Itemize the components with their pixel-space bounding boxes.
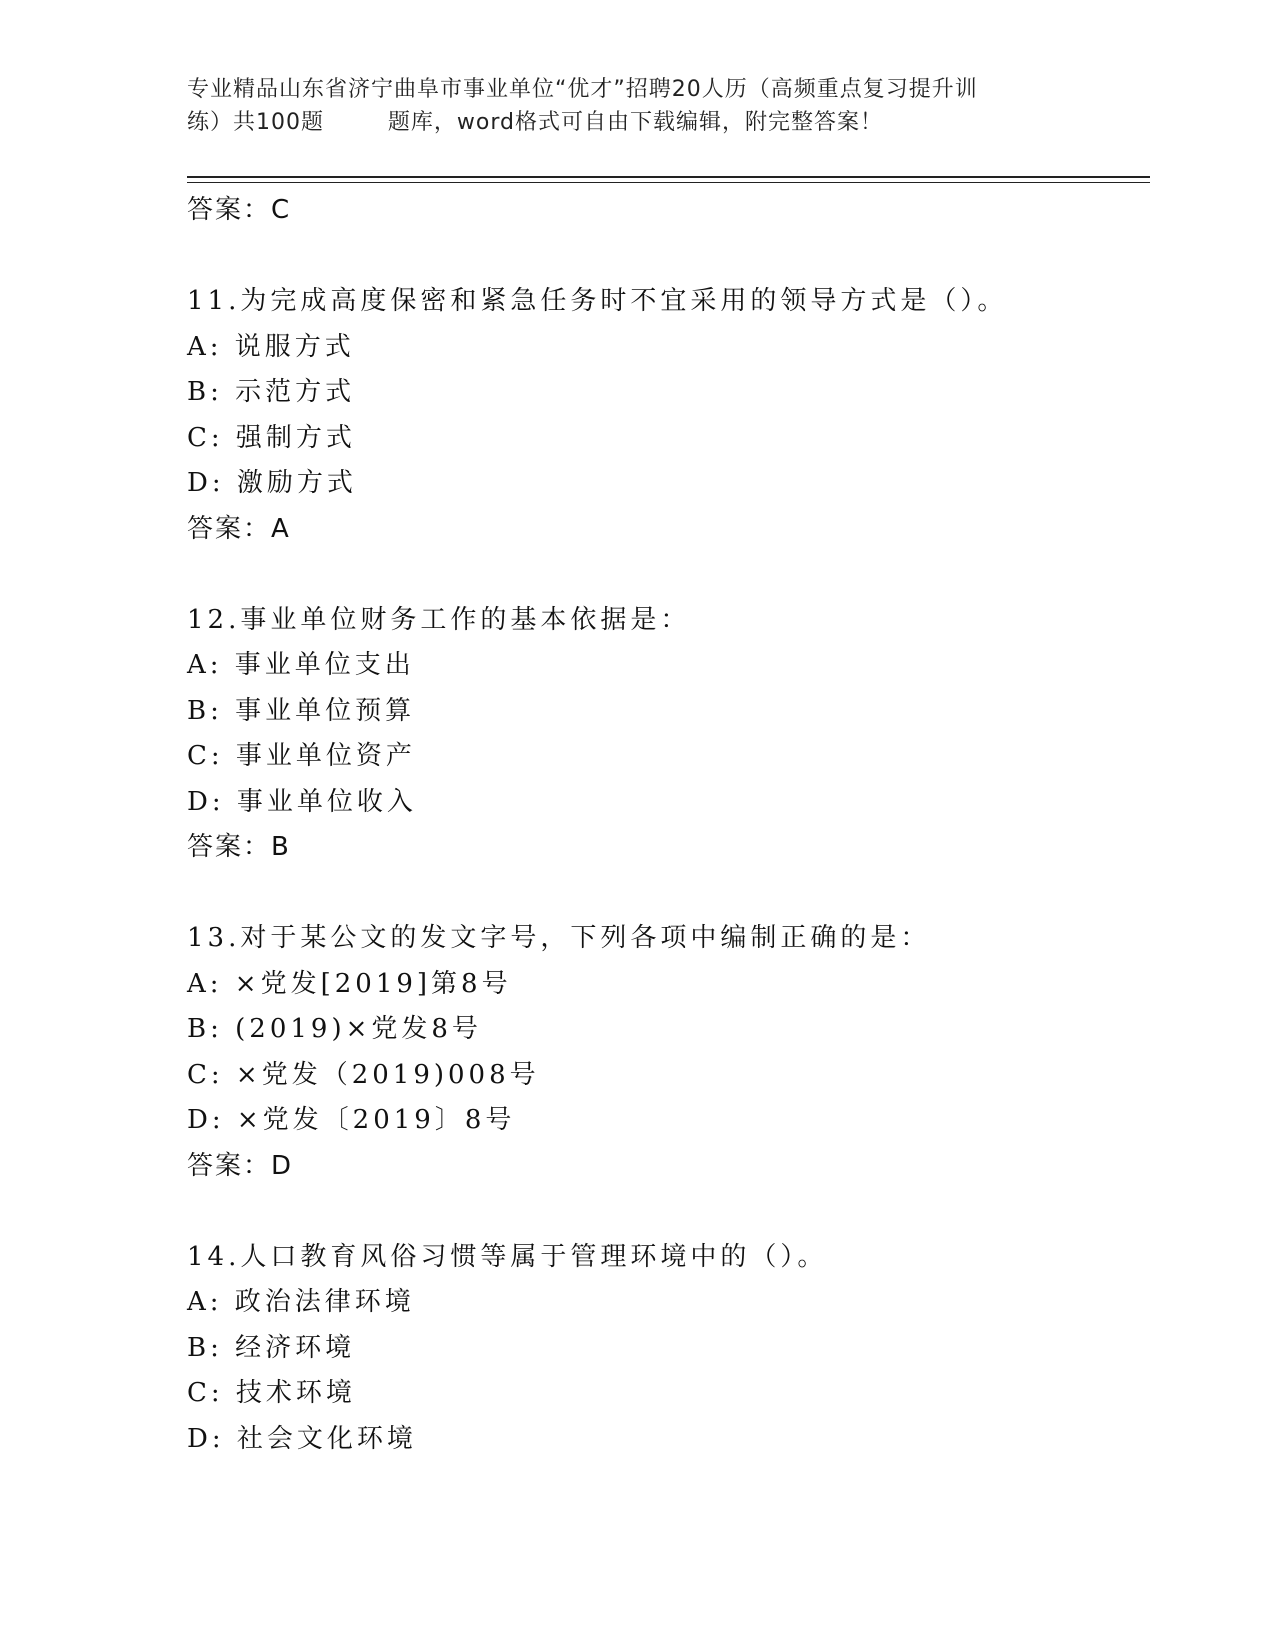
previous-answer: 答案：C [187, 195, 292, 225]
spacer [187, 552, 1147, 598]
option-b: B: 事业单位预算 [187, 695, 416, 726]
question-stem: 14.人口教育风俗习惯等属于管理环境中的（）。 [187, 1241, 828, 1272]
option-a: A: ×党发[2019]第8号 [187, 968, 512, 999]
header-line-2: 练）共100题 题库，word格式可自由下载编辑，附完整答案！ [187, 110, 884, 135]
option-a: A: 事业单位支出 [187, 650, 415, 680]
option-d: D: 事业单位收入 [187, 786, 417, 817]
answer: 答案：A [187, 513, 291, 544]
option-b: B: 经济环境 [187, 1332, 356, 1363]
question-11 [187, 279, 1147, 552]
option-c: C: 强制方式 [187, 422, 356, 453]
header-line-1: 专业精品山东省济宁曲阜市事业单位“优才”招聘20人历（高频重点复习提升训 [187, 77, 978, 102]
option-c: C: 技术环境 [187, 1378, 356, 1408]
question-12 [187, 598, 1147, 871]
document-header [187, 73, 1087, 139]
header-divider-thin [187, 182, 1150, 183]
question-stem: 13.对于某公文的发文字号，下列各项中编制正确的是： [187, 923, 931, 953]
option-d: D: 激励方式 [187, 468, 357, 498]
spacer [187, 1189, 1147, 1235]
question-14 [187, 1235, 1147, 1463]
option-b: B: 示范方式 [187, 377, 356, 407]
option-a: A: 政治法律环境 [187, 1287, 415, 1317]
option-b: B: (2019)×党发8号 [187, 1014, 482, 1044]
question-list [187, 188, 1147, 1462]
option-d: D: 社会文化环境 [187, 1423, 417, 1454]
spacer [187, 234, 1147, 280]
header-divider-thick [187, 176, 1150, 178]
option-c: C: ×党发（2019)008号 [187, 1059, 540, 1090]
question-stem: 12.事业单位财务工作的基本依据是： [187, 604, 691, 635]
option-c: C: 事业单位资产 [187, 741, 416, 771]
answer: 答案：D [187, 1150, 294, 1181]
option-a: A: 说服方式 [187, 331, 355, 362]
question-stem: 11.为完成高度保密和紧急任务时不宜采用的领导方式是（）。 [187, 286, 1008, 316]
answer: 答案：B [187, 832, 291, 862]
spacer [187, 871, 1147, 917]
question-13 [187, 916, 1147, 1189]
option-d: D: ×党发〔2019〕8号 [187, 1105, 516, 1135]
